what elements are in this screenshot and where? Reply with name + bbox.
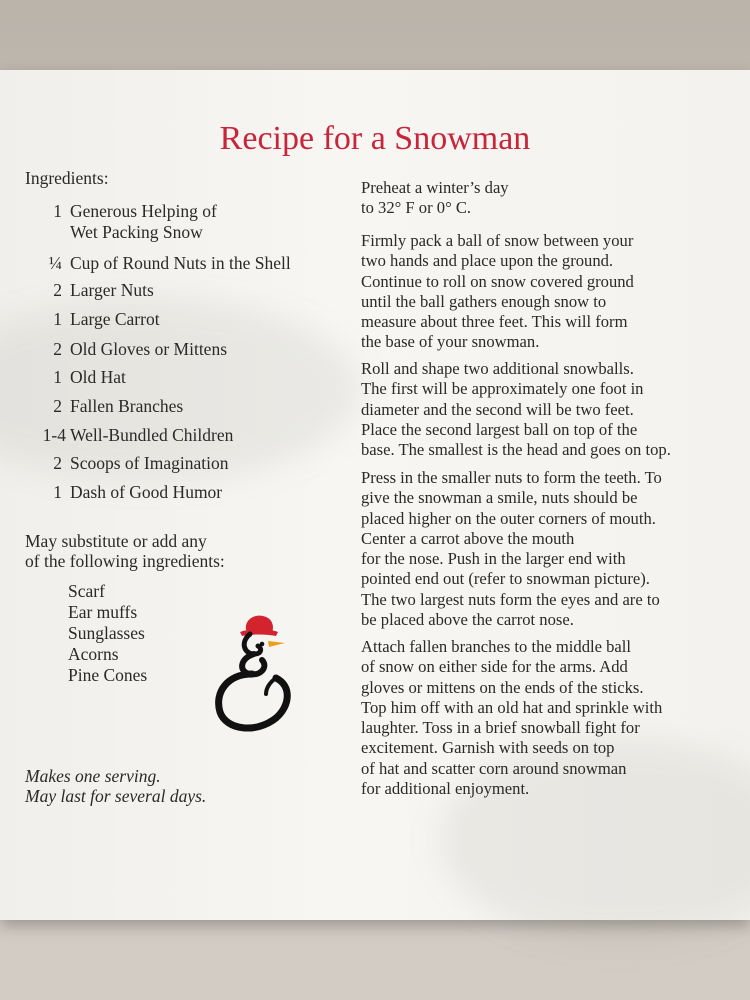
ingredient-qty: ¼ [48,253,62,273]
ingredient-qty: 1 [53,367,62,387]
ingredient-qty: 2 [53,396,62,416]
ingredient-qty: 1 [53,482,62,502]
instruction-line: Roll and shape two additional snowballs. [361,359,634,378]
substitute-item: Pine Cones [68,665,148,685]
ingredient-name: Dash of Good Humor [70,482,223,502]
instruction-line: The first will be approximately one foot in [361,379,644,399]
instruction-paragraph [361,637,731,799]
instruction-line: the base of your snowman. [361,332,540,352]
instruction-line: placed higher on the outer corners of mouth. [361,508,656,528]
instruction-line: measure about three feet. This will form [361,312,628,332]
snowman-illustration [210,608,305,738]
substitute-item: Sunglasses [68,623,145,643]
instruction-line: be placed above the carrot nose. [361,610,574,630]
serving-note: May last for several days. [25,786,207,806]
instruction-line: for additional enjoyment. [361,779,530,799]
instruction-paragraph [361,178,731,219]
instruction-line: Continue to roll on snow covered ground [361,271,634,291]
carrot-nose-icon [268,641,285,647]
ingredients-heading: Ingredients: [25,168,109,188]
instruction-line: base. The smallest is the head and goes on top. [361,440,671,460]
substitute-item: Acorns [68,644,119,664]
ingredient-name: Scoops of Imagination [70,453,229,473]
ingredient-qty: 2 [53,453,62,473]
instruction-line: to 32° F or 0° C. [361,198,472,218]
ingredient-name: Generous Helping of [70,201,217,221]
instruction-line: The two largest nuts form the eyes and are to [361,589,660,609]
ingredient-name: Wet Packing Snow [70,222,203,242]
instruction-line: Press in the smaller nuts to form the teeth. To [361,468,662,487]
ingredient-name: Old Hat [70,367,126,387]
substitute-item: Ear muffs [68,602,138,622]
instruction-line: diameter and the second will be two feet. [361,399,634,419]
instruction-line: Place the second largest ball on top of the [361,419,638,439]
instruction-line: laughter. Toss in a brief snowball fight for [361,718,640,738]
ingredient-qty: 1-4 [42,425,66,445]
ingredient-name: Large Carrot [70,309,160,329]
ingredient-qty: 2 [53,339,62,359]
instruction-line: Attach fallen branches to the middle ball [361,637,632,656]
page-title: Recipe for a Snowman [219,120,531,157]
instruction-line: of snow on either side for the arms. Add [361,657,628,677]
instruction-paragraph [361,359,731,460]
ingredient-name: Larger Nuts [70,280,154,300]
substitute-item: Scarf [68,581,105,601]
substitute-intro: of the following ingredients: [25,551,225,571]
ingredient-qty: 2 [53,280,62,300]
ingredient-name: Old Gloves or Mittens [70,339,228,359]
ingredient-name: Well-Bundled Children [70,425,234,445]
instruction-line: Center a carrot above the mouth [361,528,575,548]
instruction-paragraph [361,468,731,630]
instruction-line: gloves or mittens on the ends of the sticks. [361,677,644,697]
serving-note: Makes one serving. [25,766,161,786]
instruction-line: Firmly pack a ball of snow between your [361,231,634,250]
instruction-line: give the snowman a smile, nuts should be [361,488,638,508]
ingredient-name: Fallen Branches [70,396,184,416]
ingredient-qty: 1 [53,309,62,329]
substitute-intro: May substitute or add any [25,531,207,551]
ingredient-qty: 1 [53,201,62,221]
instruction-line: two hands and place upon the ground. [361,251,614,271]
instruction-line: Preheat a winter’s day [361,178,509,197]
instruction-line: pointed end out (refer to snowman picture). [361,569,650,589]
instruction-line: of hat and scatter corn around snowman [361,758,627,778]
instruction-line: excitement. Garnish with seeds on top [361,738,615,758]
instruction-line: for the nose. Push in the larger end with [361,549,626,569]
instruction-paragraph [361,231,731,353]
instruction-line: until the ball gathers enough snow to [361,291,607,311]
instruction-line: Top him off with an old hat and sprinkle with [361,697,663,717]
ingredient-name: Cup of Round Nuts in the Shell [70,253,291,273]
